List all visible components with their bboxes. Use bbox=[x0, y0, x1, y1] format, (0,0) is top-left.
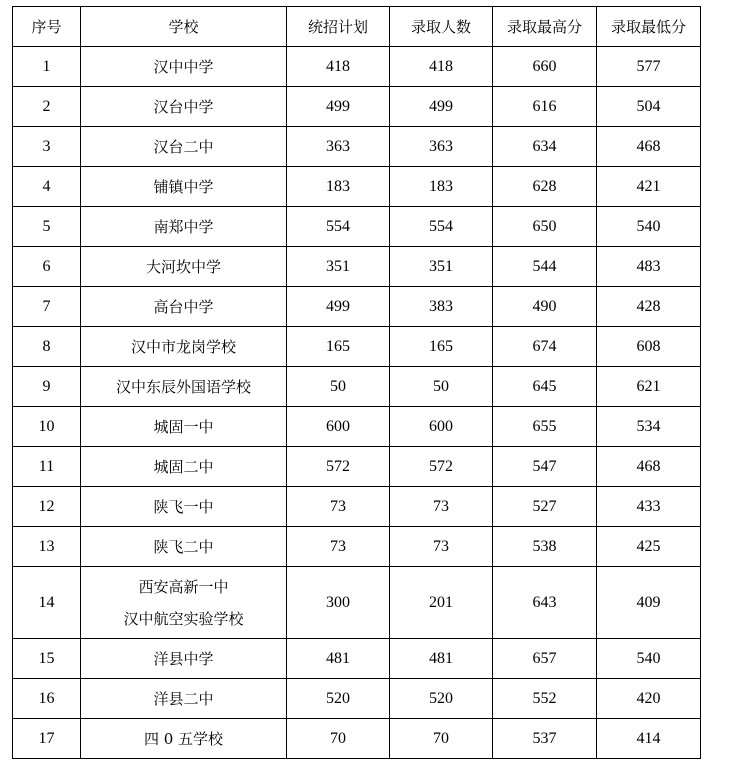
school-name: 汉中中学 bbox=[153, 57, 214, 76]
row-serial: 15 bbox=[13, 639, 81, 679]
row-school bbox=[81, 527, 287, 567]
header-max-score: 录取最高分 bbox=[493, 7, 597, 47]
row-serial: 1 bbox=[13, 47, 81, 87]
row-admitted: 383 bbox=[390, 287, 493, 327]
row-plan: 165 bbox=[287, 327, 390, 367]
row-admitted: 572 bbox=[390, 447, 493, 487]
row-plan: 499 bbox=[287, 287, 390, 327]
row-school bbox=[81, 327, 287, 367]
row-plan: 73 bbox=[287, 487, 390, 527]
row-min-score: 534 bbox=[597, 407, 701, 447]
row-plan: 499 bbox=[287, 87, 390, 127]
school-name: 汉中市龙岗学校 bbox=[130, 337, 236, 356]
row-school bbox=[81, 719, 287, 759]
school-name: 四 0 五学校 bbox=[143, 729, 224, 748]
row-school bbox=[81, 487, 287, 527]
row-max-score: 660 bbox=[493, 47, 597, 87]
school-name: 洋县二中 bbox=[153, 689, 214, 708]
row-serial: 7 bbox=[13, 287, 81, 327]
row-serial: 9 bbox=[13, 367, 81, 407]
table-header-row bbox=[13, 7, 701, 47]
school-name: 铺镇中学 bbox=[153, 177, 214, 196]
row-serial: 13 bbox=[13, 527, 81, 567]
school-name: 高台中学 bbox=[153, 297, 214, 316]
row-admitted: 73 bbox=[390, 527, 493, 567]
school-name: 汉中东辰外国语学校 bbox=[115, 377, 251, 396]
row-min-score: 468 bbox=[597, 127, 701, 167]
row-min-score: 540 bbox=[597, 207, 701, 247]
row-min-score: 540 bbox=[597, 639, 701, 679]
header-min-score: 录取最低分 bbox=[597, 7, 701, 47]
row-plan: 70 bbox=[287, 719, 390, 759]
row-school bbox=[81, 127, 287, 167]
table-row bbox=[13, 327, 701, 367]
table-row bbox=[13, 487, 701, 527]
row-plan: 554 bbox=[287, 207, 390, 247]
header-serial: 序号 bbox=[13, 7, 81, 47]
table-row bbox=[13, 639, 701, 679]
table-row bbox=[13, 527, 701, 567]
school-name: 城固二中 bbox=[153, 457, 214, 476]
table-row bbox=[13, 87, 701, 127]
row-serial: 6 bbox=[13, 247, 81, 287]
row-admitted: 50 bbox=[390, 367, 493, 407]
table-row bbox=[13, 167, 701, 207]
row-admitted: 201 bbox=[390, 567, 493, 639]
row-max-score: 643 bbox=[493, 567, 597, 639]
row-max-score: 657 bbox=[493, 639, 597, 679]
row-min-score: 468 bbox=[597, 447, 701, 487]
row-max-score: 616 bbox=[493, 87, 597, 127]
row-plan: 363 bbox=[287, 127, 390, 167]
row-max-score: 547 bbox=[493, 447, 597, 487]
row-school bbox=[81, 679, 287, 719]
row-max-score: 527 bbox=[493, 487, 597, 527]
row-school bbox=[81, 639, 287, 679]
row-serial: 11 bbox=[13, 447, 81, 487]
row-serial: 16 bbox=[13, 679, 81, 719]
school-name: 西安高新一中 bbox=[138, 577, 229, 596]
row-plan: 183 bbox=[287, 167, 390, 207]
row-admitted: 499 bbox=[390, 87, 493, 127]
school-name: 汉中航空实验学校 bbox=[123, 609, 244, 628]
row-school bbox=[81, 167, 287, 207]
row-plan: 418 bbox=[287, 47, 390, 87]
row-admitted: 554 bbox=[390, 207, 493, 247]
row-serial: 8 bbox=[13, 327, 81, 367]
row-plan: 520 bbox=[287, 679, 390, 719]
school-name: 南郑中学 bbox=[153, 217, 214, 236]
row-max-score: 628 bbox=[493, 167, 597, 207]
row-admitted: 481 bbox=[390, 639, 493, 679]
row-serial: 12 bbox=[13, 487, 81, 527]
row-plan: 481 bbox=[287, 639, 390, 679]
row-min-score: 577 bbox=[597, 47, 701, 87]
row-min-score: 621 bbox=[597, 367, 701, 407]
row-min-score: 483 bbox=[597, 247, 701, 287]
row-admitted: 600 bbox=[390, 407, 493, 447]
row-min-score: 409 bbox=[597, 567, 701, 639]
row-max-score: 650 bbox=[493, 207, 597, 247]
table-row bbox=[13, 679, 701, 719]
table-row bbox=[13, 407, 701, 447]
header-school: 学校 bbox=[81, 7, 287, 47]
table-row bbox=[13, 447, 701, 487]
row-serial: 14 bbox=[13, 567, 81, 639]
table-row bbox=[13, 127, 701, 167]
row-school bbox=[81, 47, 287, 87]
row-plan: 300 bbox=[287, 567, 390, 639]
row-admitted: 73 bbox=[390, 487, 493, 527]
table-row bbox=[13, 719, 701, 759]
header-plan: 统招计划 bbox=[287, 7, 390, 47]
row-school bbox=[81, 247, 287, 287]
row-admitted: 418 bbox=[390, 47, 493, 87]
row-admitted: 165 bbox=[390, 327, 493, 367]
row-min-score: 504 bbox=[597, 87, 701, 127]
row-school bbox=[81, 287, 287, 327]
row-plan: 572 bbox=[287, 447, 390, 487]
row-school bbox=[81, 207, 287, 247]
row-serial: 4 bbox=[13, 167, 81, 207]
row-serial: 10 bbox=[13, 407, 81, 447]
table-row bbox=[13, 47, 701, 87]
table-row bbox=[13, 207, 701, 247]
row-serial: 2 bbox=[13, 87, 81, 127]
table-body bbox=[13, 47, 701, 759]
row-plan: 351 bbox=[287, 247, 390, 287]
row-school bbox=[81, 407, 287, 447]
row-school bbox=[81, 447, 287, 487]
school-name: 洋县中学 bbox=[153, 649, 214, 668]
row-min-score: 425 bbox=[597, 527, 701, 567]
row-max-score: 544 bbox=[493, 247, 597, 287]
row-serial: 3 bbox=[13, 127, 81, 167]
row-admitted: 70 bbox=[390, 719, 493, 759]
row-serial: 17 bbox=[13, 719, 81, 759]
school-name: 汉台二中 bbox=[153, 137, 214, 156]
row-plan: 600 bbox=[287, 407, 390, 447]
row-school bbox=[81, 87, 287, 127]
row-admitted: 351 bbox=[390, 247, 493, 287]
row-max-score: 490 bbox=[493, 287, 597, 327]
row-min-score: 420 bbox=[597, 679, 701, 719]
row-admitted: 363 bbox=[390, 127, 493, 167]
row-school bbox=[81, 367, 287, 407]
row-min-score: 421 bbox=[597, 167, 701, 207]
row-admitted: 520 bbox=[390, 679, 493, 719]
row-serial: 5 bbox=[13, 207, 81, 247]
table-row bbox=[13, 247, 701, 287]
row-max-score: 538 bbox=[493, 527, 597, 567]
row-min-score: 608 bbox=[597, 327, 701, 367]
school-name: 陕飞二中 bbox=[153, 537, 214, 556]
row-admitted: 183 bbox=[390, 167, 493, 207]
row-max-score: 655 bbox=[493, 407, 597, 447]
school-name: 大河坎中学 bbox=[145, 257, 221, 276]
row-max-score: 537 bbox=[493, 719, 597, 759]
school-name: 陕飞一中 bbox=[153, 497, 214, 516]
table-row bbox=[13, 367, 701, 407]
table-row bbox=[13, 567, 701, 639]
row-max-score: 674 bbox=[493, 327, 597, 367]
row-plan: 73 bbox=[287, 527, 390, 567]
row-max-score: 634 bbox=[493, 127, 597, 167]
row-plan: 50 bbox=[287, 367, 390, 407]
row-max-score: 645 bbox=[493, 367, 597, 407]
row-min-score: 433 bbox=[597, 487, 701, 527]
admissions-table bbox=[12, 6, 701, 759]
school-name: 汉台中学 bbox=[153, 97, 214, 116]
row-min-score: 428 bbox=[597, 287, 701, 327]
header-admitted: 录取人数 bbox=[390, 7, 493, 47]
row-max-score: 552 bbox=[493, 679, 597, 719]
table-row bbox=[13, 287, 701, 327]
school-name: 城固一中 bbox=[153, 417, 214, 436]
row-school bbox=[81, 567, 287, 639]
row-min-score: 414 bbox=[597, 719, 701, 759]
